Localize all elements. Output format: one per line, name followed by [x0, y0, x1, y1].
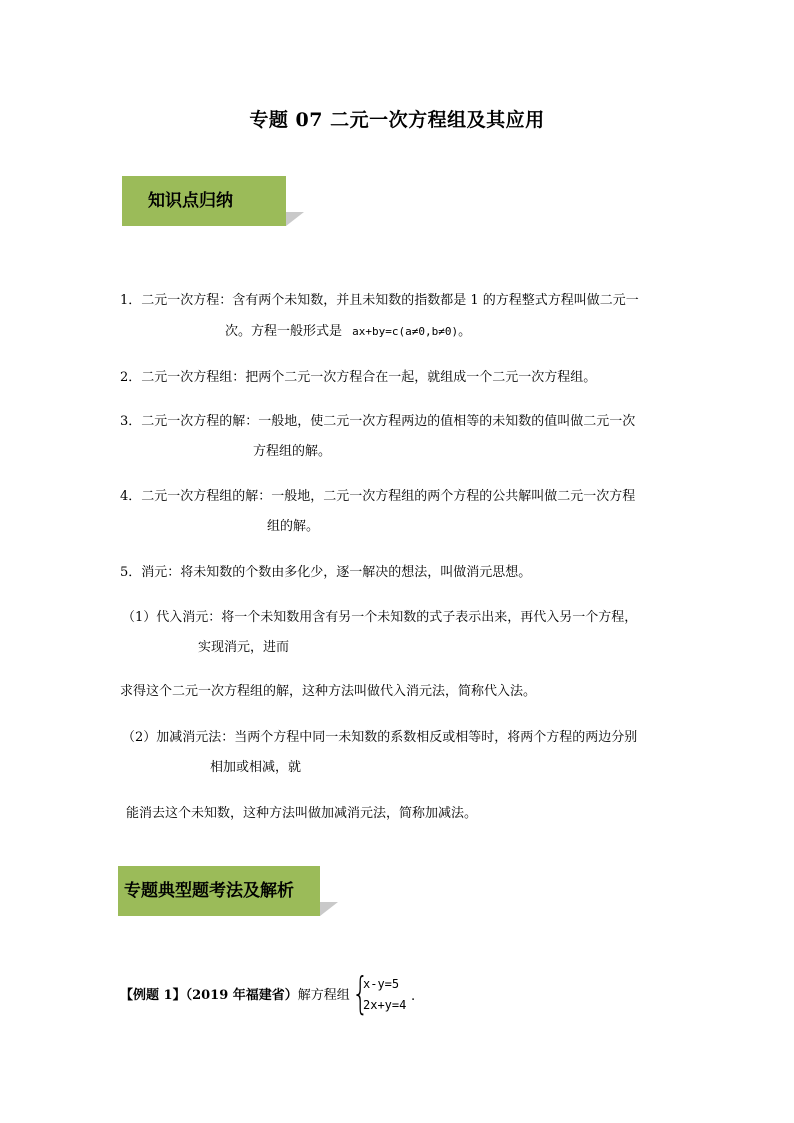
equation-1: x-y=5 — [363, 977, 400, 991]
item-line: （1）代入消元：将一个未知数用含有另一个未知数的式子表示出来，再代入另一个方程， — [122, 610, 638, 625]
item-line: 1．二元一次方程：含有两个未知数，并且未知数的指数都是 1 的方程整式方程叫做二元一 — [120, 293, 639, 308]
item-line: 能消去这个未知数，这种方法叫做加减消元法，简称加减法。 — [126, 806, 478, 821]
elimination-method-item — [122, 729, 637, 747]
left-brace-icon: { — [352, 968, 369, 1019]
section-banner-knowledge — [122, 176, 286, 226]
example-source: （2019 年福建省） — [185, 988, 298, 1003]
knowledge-item-4 — [120, 488, 635, 506]
item-line: 3．二元一次方程的解：一般地，使二元一次方程两边的值相等的未知数的值叫做二元一次 — [120, 414, 636, 429]
substitution-method-cont2 — [120, 683, 536, 701]
knowledge-item-3 — [120, 413, 635, 431]
knowledge-item-4-cont — [267, 518, 319, 536]
elimination-method-cont2 — [126, 805, 477, 823]
general-form-formula: ax+by=c(a≠0,b≠0) — [352, 325, 459, 338]
knowledge-item-1-cont — [225, 323, 471, 341]
section-banner-label: 知识点归纳 — [148, 191, 233, 211]
knowledge-item-2 — [120, 369, 596, 387]
item-line: 次。方程一般形式是 — [225, 324, 343, 339]
example-1 — [120, 987, 350, 1005]
item-line: 相加或相减，就 — [210, 760, 302, 775]
equation-2: 2x+y=4 — [363, 998, 407, 1012]
example-text: 解方程组 — [297, 988, 350, 1003]
item-line: 实现消元，进而 — [198, 640, 290, 655]
item-line: 4．二元一次方程组的解：一般地，二元一次方程组的两个方程的公共解叫做二元一次方程 — [120, 489, 636, 504]
item-line: 。 — [458, 324, 472, 339]
item-line: （2）加减消元法：当两个方程中同一未知数的系数相反或相等时，将两个方程的两边分别 — [122, 730, 638, 745]
banner-fold-decoration — [286, 212, 304, 226]
substitution-method-item — [122, 609, 637, 627]
item-line: 2．二元一次方程组：把两个二元一次方程合在一起，就组成一个二元一次方程组。 — [120, 370, 597, 385]
knowledge-item-1 — [120, 292, 639, 310]
page-title: 专题 07 二元一次方程组及其应用 — [249, 109, 545, 131]
substitution-method-cont — [198, 639, 289, 657]
elimination-method-cont — [210, 759, 301, 777]
knowledge-item-5 — [120, 564, 531, 582]
item-line: 方程组的解。 — [253, 444, 332, 459]
item-line: 求得这个二元一次方程组的解，这种方法叫做代入消元法，简称代入法。 — [120, 684, 537, 699]
section-banner-examples — [118, 866, 320, 916]
item-line: 5．消元：将未知数的个数由多化少，逐一解决的想法，叫做消元思想。 — [120, 565, 532, 580]
item-line: 组的解。 — [267, 519, 320, 534]
banner-fold-decoration — [320, 902, 338, 916]
example-label: 【例题 1】 — [120, 988, 186, 1003]
knowledge-item-3-cont — [253, 443, 331, 461]
section-banner-label: 专题典型题考法及解析 — [124, 881, 294, 901]
equation-end-period: . — [411, 989, 416, 1004]
